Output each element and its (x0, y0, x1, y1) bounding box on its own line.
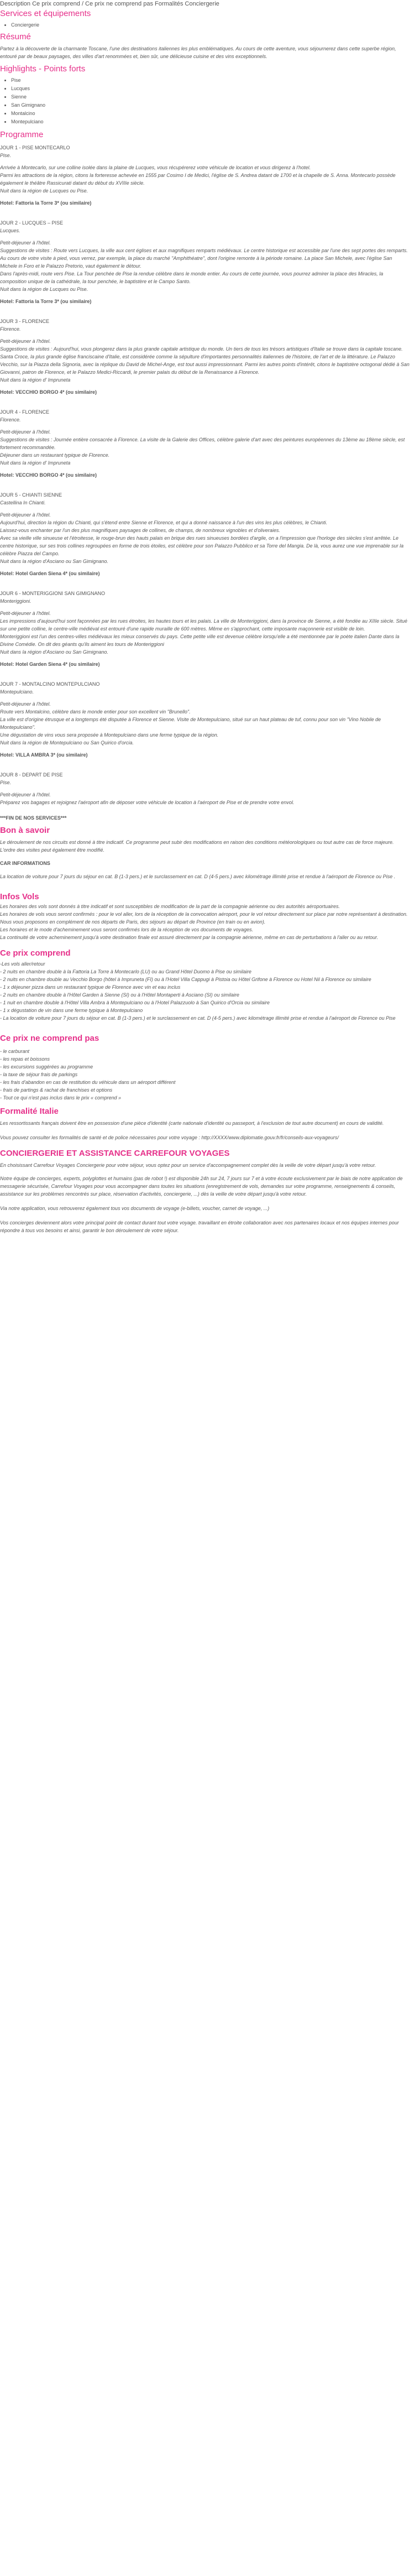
day-paragraph: Petit-déjeuner à l'hôtel. (0, 338, 51, 344)
day-block (0, 491, 410, 577)
day-paragraph: Petit-déjeuner à l'hôtel. (0, 701, 51, 707)
day-paragraph: Une dégustation de vins vous sera proposée à Montepulciano dans une ferme typique de la région. (0, 732, 219, 738)
vols-para: Les horaires de vols vous seront confirmés : pour le vol aller, lors de la réception de la convocation aéroport, pour le vol retour directement sur place par notre représentant à destination. (0, 911, 408, 917)
day-block (0, 317, 410, 396)
nepas-title: Ce prix ne comprend pas (0, 1034, 99, 1043)
day-place: Pise. (0, 780, 12, 785)
highlight-item: • Sienne (11, 93, 410, 101)
resume-title: Résumé (0, 32, 31, 41)
conciergerie-p2: Notre équipe de concierges, experts, polyglottes et humains (pas de robot !) est disponible 24h sur 24, 7 jours sur 7 et à votre écoute exclusivement par le biais de notre application de messagerie sécurisée, Carrefour Voyages pour vous accompagner dans toutes les situations (enregistrement de vols, demandes sur votre programme, renseignements & conseils, assistance sur les problèmes rencontrés sur place, réservation d'activités, conciergerie, ...) dès la veille de votre départ jusqu'à votre retour. (0, 1176, 403, 1197)
nepas-item: - le carburant (0, 1049, 30, 1054)
bon-title: Bon à savoir (0, 826, 50, 835)
day-block (0, 219, 410, 305)
services-list (0, 21, 410, 29)
vols-para: Les horaires et le mode d'acheminement vous seront confirmés lors de la réception de vos documents de voyages. (0, 927, 253, 932)
day-title: JOUR 4 - FLORENCE (0, 409, 50, 415)
day-paragraph: Arrivée à Montecarlo, sur une colline isolée dans la plaine de Lucques, vous récupérerez votre véhicule de location et vous dirigerez à l'hotel. (0, 165, 311, 170)
vols-text (0, 903, 410, 941)
day-place: Lucques. (0, 228, 20, 233)
day-hotel: Hotel: Fattoria la Torre 3* (ou similaire) (0, 200, 92, 206)
comprend-item: - 1 x déjeuner pizza dans un restaurant typique de Florence avec vin et eau inclus (0, 984, 181, 990)
highlight-item: • Montepulciano (11, 118, 410, 126)
day-hotel: Hotel: Hotel Garden Siena 4* (ou similaire) (0, 571, 100, 576)
day-paragraph: Nuit dans la région d'Asciano ou San Gimignano. (0, 559, 108, 564)
day-paragraph: Petit-déjeuner à l'hôtel. (0, 792, 51, 797)
day-hotel: Hotel: Hotel Garden Siena 4* (ou similaire) (0, 661, 100, 667)
day-title: JOUR 3 - FLORENCE (0, 319, 50, 324)
highlight-item: • San Gimignano (11, 101, 410, 109)
formalite-text: Les ressortissants français doivent être en possession d'une pièce d'identité (carte nationale d'identité ou passeport, à l'exclusion de tout autre document) en cours de validité. (0, 1120, 384, 1126)
day-block (0, 680, 410, 759)
programme-days (0, 144, 410, 806)
day-hotel: Hotel: Fattoria la Torre 3* (ou similaire) (0, 299, 92, 304)
page (0, 0, 410, 1237)
vols-para: Les horaires des vols sont donnés à titre indicatif et sont susceptibles de modification de la part de la compagnie aérienne ou des autorités aéroportuaires. (0, 904, 340, 909)
day-place: Castellina In Chianti. (0, 500, 46, 505)
day-block (0, 590, 410, 668)
services-item: • Conciergerie (11, 21, 410, 29)
day-paragraph: Route vers Montalcino, célèbre dans le monde entier pour son excellent vin "Brunello". (0, 709, 191, 715)
highlights-list (0, 76, 410, 126)
nepas-item: - les excursions suggérées au programme (0, 1064, 93, 1070)
services-title: Services et équipements (0, 9, 91, 18)
conciergerie-p4: Vos concierges deviennent alors votre principal point de contact durant tout votre voyage. travaillant en étroite collaboration avec nos partenaires locaux et nos équipes internes pour répondre à tous vos besoins et ainsi, garantir le bon déroulement de votre séjour. (0, 1220, 399, 1233)
day-place: Florence. (0, 417, 21, 423)
day-paragraph: Nuit dans la région de Montepulciano ou San Quirico d'orcia. (0, 740, 134, 745)
programme-title: Programme (0, 130, 44, 139)
nepas-item: - Tout ce qui n'est pas inclus dans le prix « comprend » (0, 1095, 122, 1101)
day-paragraph: Parmi les attractions de la région, citons la forteresse achevée en 1555 par Cosimo I de Medici, l'église de S. Andrea datant de 1700 et la chapelle de S. Anna. Montecarlo possède également le théâtre Rassicurati datant du début du XVIIIe siècle. (0, 173, 396, 186)
nepas-list (0, 1047, 410, 1102)
highlight-item: • Lucques (11, 85, 410, 93)
end-of-services: ***FIN DE NOS SERVICES*** (0, 815, 67, 821)
day-paragraph: Aujourd'hui, direction la région du Chianti, qui s'étend entre Sienne et Florence, et qui a donné naissance à l'un des vins les plus célèbres, le Chianti. (0, 520, 328, 525)
top-nav-text: Description Ce prix comprend / Ce prix ne comprend pas Formalités Conciergerie (0, 1, 219, 7)
day-paragraph: Petit-déjeuner à l'hôtel. (0, 512, 51, 518)
comprend-title: Ce prix comprend (0, 948, 71, 958)
day-paragraph: Nuit dans la région d'Asciano ou San Gimignano. (0, 649, 108, 655)
comprend-list (0, 960, 410, 1022)
day-paragraph: Nuit dans la région de Lucques ou Pise. (0, 286, 88, 292)
vols-title: Infos Vols (0, 892, 39, 901)
day-title: JOUR 1 - PISE MONTECARLO (0, 145, 70, 150)
day-place: Montepulciano. (0, 689, 34, 695)
comprend-item: - 2 nuits en chambre double à l'Hôtel Garden à Sienne (SI) ou à l'Hôtel Montaperti à Asciano (SI) ou similaire (0, 992, 239, 998)
nepas-item: - la taxe de séjour frais de parkings (0, 1072, 78, 1077)
highlight-item: • Montalcino (11, 109, 410, 118)
comprend-item: - 1 x dégustation de vin dans une ferme typique à Montepulciano (0, 1008, 143, 1013)
highlights-title: Highlights - Points forts (0, 64, 86, 74)
conciergerie-title: CONCIERGERIE ET ASSISTANCE CARREFOUR VOYAGES (0, 1149, 230, 1158)
comprend-item: - 1 nuit en chambre double à l'Hôtel Villa Ambra à Montepulciano ou à l'Hotel Palazzuolo à San Quirico d'Orcia ou similaire (0, 1000, 270, 1005)
comprend-item: -Les vols aller/retour (0, 961, 45, 967)
highlight-item: • Pise (11, 76, 410, 85)
nepas-item: - les repas et boissons (0, 1056, 50, 1062)
nepas-item: - frais de partings & rachat de franchises et options (0, 1087, 113, 1093)
day-paragraph: Suggestions de visites : Route vers Lucques, la ville aux cent églises et aux magnifiques remparts médiévaux. Le centre historique est accessible par l'une des sept portes des remparts. Au cours de votre visite à pied, vous verrez, par exemple, la place du marché "Amphithéatre", dont l'origine remonte à la période romaine. La place San Michele, avec l'église San Michele in Foro et le Palazzo Pretorio, vaut également le détour. (0, 248, 408, 269)
bon-text: Le déroulement de nos circuits est donné à titre indicatif. Ce programme peut subir des modifications en raison des conditions météorologiques ou tout autre cas de force majeure. L'ordre des visites peut également être modifié. (0, 839, 394, 853)
conciergerie-p3: Via notre application, vous retrouverez également tous vos documents de voyage (e-billets, voucher, carnet de voyage, ...) (0, 1206, 270, 1211)
car-info-title: CAR INFORMATIONS (0, 861, 50, 866)
vols-para: Nous vous proposons en complément de nos départs de Paris, des séjours au départ de Province (en train ou en avion). (0, 919, 266, 925)
day-block (0, 144, 410, 207)
day-paragraph: Laissez-vous enchanter par l'un des plus magnifiques paysages de collines, de champs, de nombreux vignobles et d'oliveraies. (0, 528, 280, 533)
vols-para: La continuité de votre acheminement jusqu'à votre destination finale est assuré directement par la compagnie aérienne, même en cas de perturbations à l'aller ou au retour. (0, 935, 378, 940)
day-title: JOUR 7 - MONTALCINO MONTEPULCIANO (0, 681, 100, 687)
day-block (0, 771, 410, 806)
day-paragraph: Les impressions d'aujourd'hui sont façonnées par les rues étroites, les hautes tours et les palais. La ville de Monteriggioni, dans la province de Sienne, a été fondée au XIIIe siècle. Situé sur une petite colline, le centre-ville médiéval est entouré d'une rapide muraille de 600 mètres. Même en s'approchant, cette imposante maçonnerie est visible de loin. (0, 618, 407, 632)
comprend-item: - 2 nuits en chambre double au Vecchio Borgo (hôtel à Impruneta (FI) ou à l'Hotel Villa Cappugi à Pistoia ou Hôtel Grifone à Florence ou Hotel Nil à Florence ou similaire (0, 977, 371, 982)
day-paragraph: Petit-déjeuner à l'hôtel. (0, 240, 51, 246)
day-hotel: Hotel: VILLA AMBRA 3* (ou similaire) (0, 752, 88, 758)
day-paragraph: Suggestions de visites : Aujourd'hui, vous plongerez dans la plus grande capitale artistique du monde. Un tiers de tous les trésors artistiques d'Italie se trouve dans la capitale toscane. Santa Croce, la plus grande église franciscaine d'Italie, est considérée comme la sépulture d'importantes personnalités italiennes de l'histoire, de l'art et de la littérature. Le Palazzo Vecchio, sur la Piazza della Signoria, avec la réplique du David de Michel-Ange, est tout aussi impressionnant. Parmi les autres points d'intérêt, citons le baptistère octogonal dédié à San Giovanni, patron de Florence, et le Palazzo Medici-Riccardi, le premier palais du début de la Renaissance à Florence. (0, 346, 410, 375)
day-paragraph: Petit-déjeuner à l'hôtel. (0, 429, 51, 435)
conciergerie-p1: En choisissant Carrefour Voyages Conciergerie pour votre séjour, vous optez pour un service d'accompagnement complet dès la veille de votre départ jusqu'à votre retour. (0, 1162, 376, 1168)
day-paragraph: Avec sa vieille ville sinueuse et l'étroitesse, le rouge-brun des hauts palais en brique des rues sinueuses bordées d'argile, on a l'impression que l'horloge des siècles s'est arrêtée. Le centre historique, sur ses trois collines regroupées en forme de trois étoiles, est célèbre pour son Palazzo Pubblico et sa Torre del Mangia. De là, vous aurez une vue imprenable sur la célèbre Piazza del Campo. (0, 535, 404, 556)
day-paragraph: Nuit dans la région d' Impruneta (0, 377, 71, 383)
nepas-item: - les frais d'abandon en cas de restitution du véhicule dans un aéroport différent (0, 1080, 176, 1085)
day-paragraph: Nuit dans la région d' Impruneta (0, 460, 71, 466)
day-block (0, 408, 410, 479)
day-title: JOUR 8 - DEPART DE PISE (0, 772, 63, 778)
day-paragraph: La ville est d'origine étrusque et a longtemps été disputée à Florence et Sienne. Visite de Montepulciano, situé sur un haut plateau de tuf, connu pour son vin "Vino Nobile de Montepulciano". (0, 717, 381, 730)
comprend-item: - 2 nuits en chambre double à la Fattoria La Torre à Montecarlo (LU) ou au Grand Hôtel Duomo à Pise ou similaire (0, 969, 252, 974)
day-hotel: Hotel: VECCHIO BORGO 4* (ou similaire) (0, 472, 97, 478)
day-paragraph: Nuit dans la région de Lucques ou Pise. (0, 188, 88, 194)
day-place: Pise. (0, 153, 12, 158)
day-paragraph: Monteriggioni est l'un des centres-villes médiévaux les mieux conservés du pays. Cette petite ville est devenue célèbre lorsqu'elle a été mentionnée par le poète italien Dante dans la Divine Comédie. On dit des géants qu'ils aiment les tours de Monteriggioni (0, 634, 400, 647)
day-paragraph: Préparez vos bagages et rejoignez l'aéroport afin de déposer votre véhicule de location à l'aéroport de Pise et de prendre votre envol. (0, 800, 295, 805)
day-title: JOUR 6 - MONTERIGGIONI SAN GIMIGNANO (0, 591, 106, 596)
resume-text: Partez à la découverte de la charmante Toscane, l'une des destinations italiennes les plus emblématiques. Au cours de cette aventure, vous séjournerez dans cette superbe région, entouré par de beaux paysages, des villes d'art renommées et, bien sûr, une délicieuse cuisine et des vins exceptionnels. (0, 46, 396, 59)
comprend-item: - La location de voiture pour 7 jours du séjour en cat. B (1-3 pers.) et le surclassement en cat. D (4-5 pers.) avec kilométrage illimité prise et rendue à l'aéroport de Florence ou Pise (0, 1015, 396, 1021)
day-paragraph: Déjeuner dans un restaurant typique de Florence. (0, 452, 110, 458)
day-place: Florence. (0, 326, 21, 332)
car-info-text: La location de voiture pour 7 jours du séjour en cat. B (1-3 pers.) et le surclassement en cat. D (4-5 pers.) avec kilométrage illimité prise et rendue à l'aéroport de Florence ou Pise . (0, 874, 396, 879)
day-hotel: Hotel: VECCHIO BORGO 4* (ou similaire) (0, 389, 97, 395)
day-paragraph: Dans l'après-midi, route vers Pise. La Tour penchée de Pise la rendue célèbre dans le monde entier. Au cours de cette journée, vous pourrez admirer la place des Miracles, la composition unique de la cathédrale, la tour penchée, le baptistère et le Campo Santo. (0, 271, 384, 284)
day-paragraph: Suggestions de visites : Journée entière consacrée à Florence. La visite de la Galerie des Offices, célèbre galerie d'art avec des peintures européennes du 13ème au 18ème siècle, est fortement recommandée. (0, 437, 405, 450)
formalite-title: Formalité Italie (0, 1107, 59, 1116)
day-title: JOUR 5 - CHIANTI SIENNE (0, 492, 62, 498)
day-title: JOUR 2 - LUCQUES – PISE (0, 220, 64, 226)
day-paragraph: Petit-déjeuner à l'hôtel. (0, 611, 51, 616)
formalite-link-text[interactable]: Vous pouvez consulter les formalités de santé et de police nécessaires pour votre voyage : http://XXXX/www.diplomatie.gouv.fr/fr/conseils-aux-voyageurs/ (0, 1135, 339, 1140)
day-place: Monteriggioni. (0, 598, 32, 604)
